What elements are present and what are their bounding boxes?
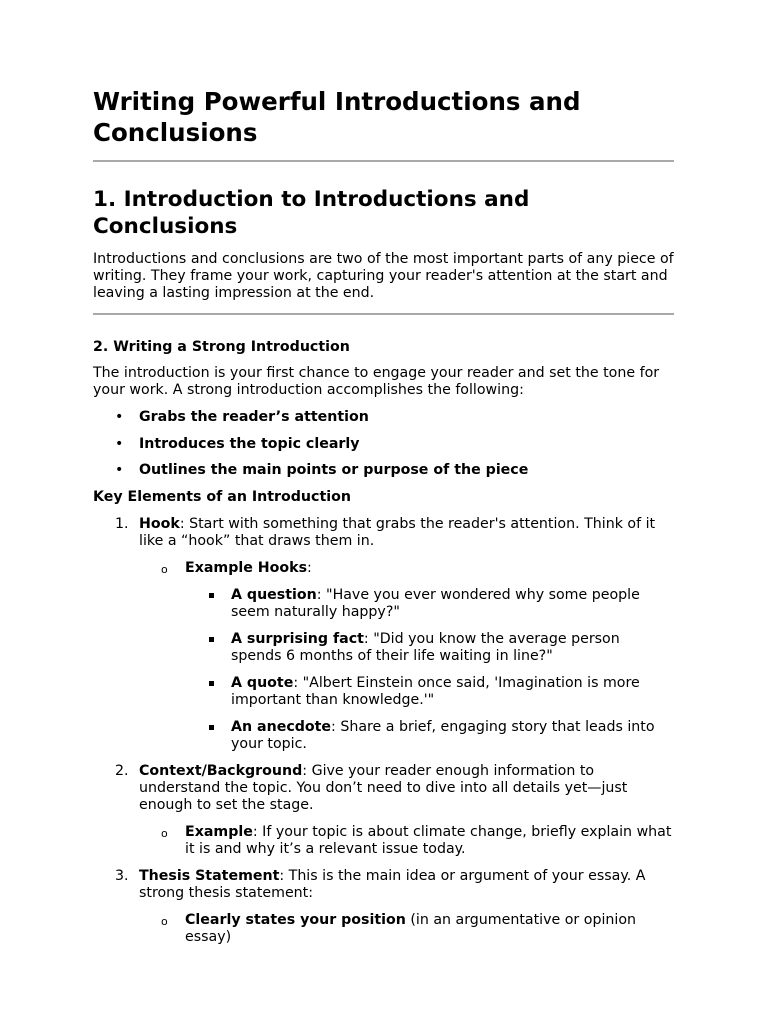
list-item: [139, 912, 674, 946]
circle-bullet-icon: o: [161, 827, 168, 840]
section-1-paragraph: Introductions and conclusions are two of the most important parts of any piece of writing. They frame your work, capturing your reader's attention at the start and leaving a lasting impression at the end.: [93, 251, 674, 301]
sub-list: [139, 824, 674, 858]
sub-label: Example Hooks: [185, 560, 308, 576]
key-elements-heading: Key Elements of an Introduction: [93, 489, 351, 505]
horizontal-rule: [93, 160, 674, 162]
list-item: • Outlines the main points or purpose of the piece: [115, 462, 529, 478]
square-bullet-icon: [209, 637, 214, 642]
key-elements-list: [93, 516, 674, 946]
sub-label: Example: [185, 824, 253, 840]
list-item-thesis: [93, 868, 674, 946]
sub-text: :: [307, 560, 312, 576]
list-item: An anecdote: Share a brief, engaging story that leads into your topic.: [185, 719, 674, 753]
element-text: : Start with something that grabs the reader's attention. Think of it like a “hook” that draws them in.: [139, 516, 656, 549]
intro-goals-list: [93, 409, 674, 479]
section-1-heading: 1. Introduction to Introductions and Conclusions: [93, 187, 530, 239]
element-label: Hook: [139, 516, 180, 532]
square-bullet-icon: [209, 593, 214, 598]
square-bullet-icon: [209, 725, 214, 730]
list-item: A surprising fact: "Did you know the average person spends 6 months of their life waiting in line?": [185, 631, 674, 665]
sub-label: Clearly states your position: [185, 912, 406, 928]
sub-text: : If your topic is about climate change, briefly explain what it is and why it’s a relevant issue today.: [185, 824, 672, 857]
bullet-icon: •: [115, 409, 124, 425]
element-label: Context/Background: [139, 763, 303, 779]
list-number: 3.: [115, 868, 129, 884]
sub-list: [139, 560, 674, 753]
list-item: • Grabs the reader’s attention: [115, 409, 369, 425]
list-number: 2.: [115, 763, 129, 779]
list-item-context: [93, 763, 674, 858]
circle-bullet-icon: o: [161, 915, 168, 928]
list-number: 1.: [115, 516, 129, 532]
list-item: [139, 824, 674, 858]
list-item-hook: [93, 516, 674, 753]
element-text: : Give your reader enough information to understand the topic. You don’t need to dive into all details yet—just enough to set the stage.: [139, 763, 628, 813]
element-label: Thesis Statement: [139, 868, 280, 884]
horizontal-rule: [93, 313, 674, 315]
sub-text: (in an argumentative or opinion essay): [185, 912, 636, 945]
circle-bullet-icon: o: [161, 563, 168, 576]
bullet-icon: •: [115, 462, 124, 478]
sub-list: [139, 912, 674, 946]
section-2-heading: 2. Writing a Strong Introduction: [93, 339, 350, 355]
list-item: • Introduces the topic clearly: [115, 435, 360, 452]
list-item: A quote: "Albert Einstein once said, 'Imagination is more important than knowledge.'": [185, 675, 674, 709]
element-text: : This is the main idea or argument of your essay. A strong thesis statement:: [139, 868, 646, 901]
square-bullet-icon: [209, 681, 214, 686]
bullet-icon: •: [115, 435, 124, 452]
example-hooks-list: [185, 587, 674, 753]
section-2-paragraph: The introduction is your first chance to engage your reader and set the tone for your work. A strong introduction accomplishes the following:: [93, 365, 660, 398]
list-item: A question: "Have you ever wondered why some people seem naturally happy?": [185, 587, 674, 621]
document-title: Writing Powerful Introductions and Conclusions: [93, 87, 581, 147]
list-item: [139, 560, 674, 753]
